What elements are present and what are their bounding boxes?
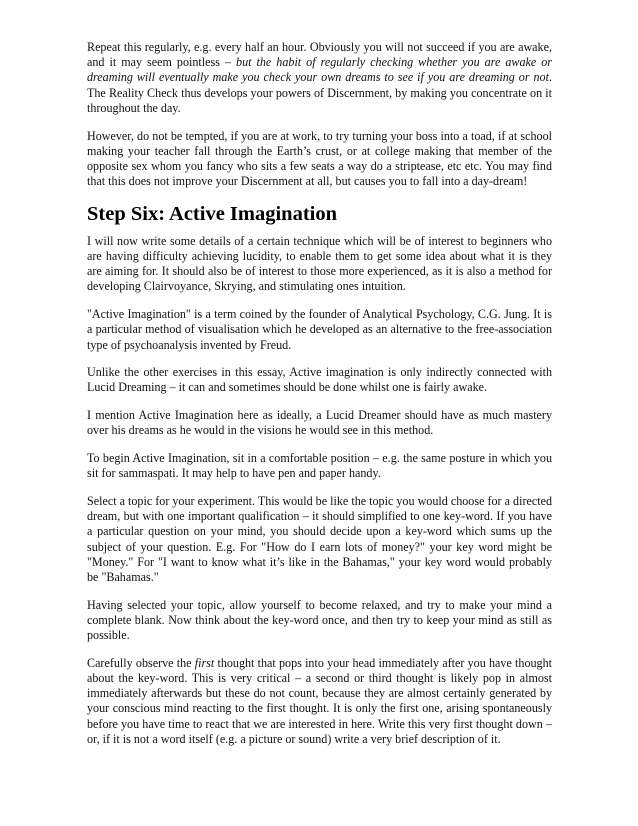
paragraph-text: Repeat this regularly, e.g. every half an hour. Obviously you will not succeed if you are awake, and it may seem pointless – <box>87 40 552 70</box>
paragraph-text: . The Reality Check thus develops your powers of Discernment, by making you concentrate on it throughout the day. <box>87 70 552 115</box>
section-heading: Step Six: Active Imagination <box>87 202 337 225</box>
paragraph-temptation: However, do not be tempted, if you are at work, to try turning your boss into a toad, if at school making your teacher fall through the Earth’s crust, or at college making that member of the opposite sex whom you fancy who sits a few seats a way do a striptease, etc etc. You may find that this does not improve your Discernment at all, but causes you to fall into a day-dream! <box>87 128 552 189</box>
emphasized-text: but the habit of regularly checking whether you are awake or dreaming will eventually make you check your own dreams to see if you are dreaming or not <box>87 55 552 85</box>
paragraph-begin: To begin Active Imagination, sit in a comfortable position – e.g. the same posture in which you sit for sammaspati. It may help to have pen and paper handy. <box>87 451 552 481</box>
paragraph-observe <box>87 656 552 747</box>
paragraph-jung: "Active Imagination" is a term coined by the founder of Analytical Psychology, C.G. Jung. It is a particular method of visualisation which he developed as an alternative to the free-association type of psychoanalysis invented by Freud. <box>87 307 552 352</box>
paragraph-intro: I will now write some details of a certain technique which will be of interest to beginners who are having difficulty achieving lucidity, to enable them to get some idea about what it is they are aiming for. It should also be of interest to those more experienced, as it is also a method for developing Clairvoyance, Skrying, and stimulating ones intuition. <box>87 233 552 294</box>
paragraph-relax: Having selected your topic, allow yourself to become relaxed, and try to make your mind a complete blank. Now think about the key-word once, and then try to keep your mind as still as possible. <box>87 597 552 643</box>
paragraph-reality-check <box>87 40 552 116</box>
paragraph-mention: I mention Active Imagination here as ideally, a Lucid Dreamer should have as much mastery over his dreams as he would in the visions he would see in this method. <box>87 408 552 438</box>
paragraph-select-topic: Select a topic for your experiment. This would be like the topic you would choose for a directed dream, but with one important qualification – it should simplified to one key-word. If you have a particular question on your mind, you should decide upon a key-word which sums up the subject of your question. E.g. For "How do I earn lots of money?" your key word might be "Money." For "I want to know what it’s like in the Bahamas," your key word would probably be "Bahamas." <box>87 493 552 584</box>
paragraph-text: Carefully observe the <box>87 655 195 670</box>
paragraph-unlike: Unlike the other exercises in this essay, Active imagination is only indirectly connected with Lucid Dreaming – it can and sometimes should be done whilst one is fairly awake. <box>87 365 552 395</box>
emphasized-text: first <box>194 655 215 670</box>
paragraph-text: thought that pops into your head immediately after you have thought about the key-word. This is very critical – a second or third thought is likely pop in almost immediately afterwards but these do not count, because they are almost certainly generated by your conscious mind reacting to the first thought. It is only the first one, arising spontaneously before you have time to react that we are interested in here. Write this very first thought down – or, if it is not a word itself (e.g. a picture or sound) write a very brief description of it. <box>87 655 552 746</box>
